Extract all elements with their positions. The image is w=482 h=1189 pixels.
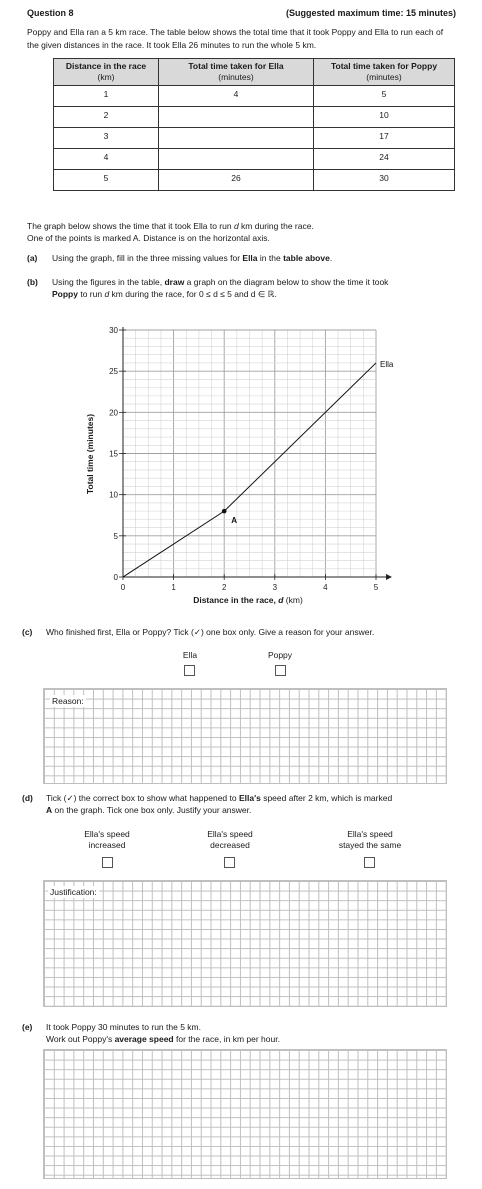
justification-label: Justification: <box>50 887 97 897</box>
table-cell[interactable] <box>159 128 314 149</box>
table-cell: 10 <box>314 107 455 128</box>
option-poppy-label: Poppy <box>267 650 293 660</box>
option-poppy-checkbox[interactable] <box>275 665 286 676</box>
option-increased-checkbox[interactable] <box>102 857 113 868</box>
x-axis-label: Distance in the race, d (km) <box>193 595 303 605</box>
table-cell: 3 <box>54 128 159 149</box>
point-a-marker <box>222 509 227 514</box>
y-tick-label: 0 <box>113 573 118 582</box>
intro-text: Poppy and Ella ran a 5 km race. The table below shows the total time that it took Poppy and Ella to run each of the given distances in the race. It took Ella 26 minutes to run the whole 5 km. <box>27 27 444 50</box>
y-axis-label: Total time (minutes) <box>85 413 95 495</box>
justification-answer-grid[interactable] <box>43 880 447 1007</box>
x-tick-label: 3 <box>272 583 278 592</box>
table-cell: 5 <box>314 86 455 107</box>
table-row <box>54 170 455 191</box>
part-e-text: It took Poppy 30 minutes to run the 5 km. Work out Poppy's average speed for the race, in km per hour. <box>46 1022 280 1044</box>
option-same-checkbox[interactable] <box>364 857 375 868</box>
option-increased-label: Ella's speed increased <box>84 829 130 850</box>
y-tick-label: 25 <box>109 367 118 377</box>
table-row <box>54 149 455 170</box>
table-row <box>54 86 455 107</box>
x-tick-label: 2 <box>221 583 227 592</box>
part-a-text: Using the graph, fill in the three missing values for Ella in the table above. <box>52 253 333 263</box>
y-tick-label: 5 <box>113 531 118 541</box>
y-tick-label: 15 <box>109 449 118 459</box>
table-cell[interactable] <box>159 107 314 128</box>
part-d-label: (d) <box>22 793 33 803</box>
table-cell: 17 <box>314 128 455 149</box>
chart-series <box>123 360 394 577</box>
x-tick-label: 1 <box>171 583 176 592</box>
race-graph[interactable] <box>0 310 482 610</box>
x-tick-label: 0 <box>120 583 126 592</box>
y-tick-label: 10 <box>109 490 118 500</box>
point-a-label: A <box>231 516 237 526</box>
x-axis-arrow <box>386 574 392 580</box>
x-tick-label: 4 <box>323 583 328 592</box>
option-ella-label: Ella <box>182 650 198 660</box>
part-b-label: (b) <box>27 277 38 287</box>
y-tick-label: 20 <box>109 408 118 418</box>
speed-answer-grid[interactable] <box>43 1049 447 1179</box>
x-tick-label: 5 <box>373 583 379 592</box>
table-header-distance: Distance in the race (km) <box>54 59 159 86</box>
y-tick-label: 30 <box>109 326 118 335</box>
part-e-label: (e) <box>22 1022 33 1032</box>
part-b-text: Using the figures in the table, draw a graph on the diagram below to show the time it took Poppy to run d km during the race, for 0 ≤ d ≤ 5 and d ∈ ℝ. <box>52 277 389 299</box>
table-header-poppy: Total time taken for Poppy (minutes) <box>314 59 455 86</box>
table-cell[interactable] <box>159 149 314 170</box>
option-same-label: Ella's speed stayed the same <box>338 829 402 850</box>
option-ella-checkbox[interactable] <box>184 665 195 676</box>
table-cell: 24 <box>314 149 455 170</box>
table-cell: 5 <box>54 170 159 191</box>
table-cell[interactable]: 4 <box>159 86 314 107</box>
reason-answer-grid[interactable] <box>43 688 447 784</box>
part-c-label: (c) <box>22 627 33 637</box>
table-cell: 4 <box>54 149 159 170</box>
table-cell: 30 <box>314 170 455 191</box>
reason-label: Reason: <box>52 696 84 706</box>
table-header-ella: Total time taken for Ella (minutes) <box>159 59 314 86</box>
part-a-label: (a) <box>27 253 38 263</box>
graph-intro: The graph below shows the time that it took Ella to run d km during the race. One of the points is marked A. Distance is on the horizontal axis. <box>27 221 314 243</box>
option-decreased-checkbox[interactable] <box>224 857 235 868</box>
chart-grid <box>123 330 376 577</box>
table-row <box>54 107 455 128</box>
table-cell: 1 <box>54 86 159 107</box>
question-title: Question 8 <box>27 8 74 18</box>
option-decreased-label: Ella's speed decreased <box>207 829 253 850</box>
table-cell: 2 <box>54 107 159 128</box>
part-c-text: Who finished first, Ella or Poppy? Tick (✓) one box only. Give a reason for your answer. <box>46 627 375 637</box>
table-cell[interactable]: 26 <box>159 170 314 191</box>
suggested-time: (Suggested maximum time: 15 minutes) <box>285 8 456 18</box>
series-label-ella: Ella <box>380 359 394 369</box>
race-times-table <box>53 58 455 191</box>
table-row <box>54 128 455 149</box>
part-d-text: Tick (✓) the correct box to show what happened to Ella's speed after 2 km, which is marked A on the graph. Tick one box only. Justify your answer. <box>46 793 393 815</box>
